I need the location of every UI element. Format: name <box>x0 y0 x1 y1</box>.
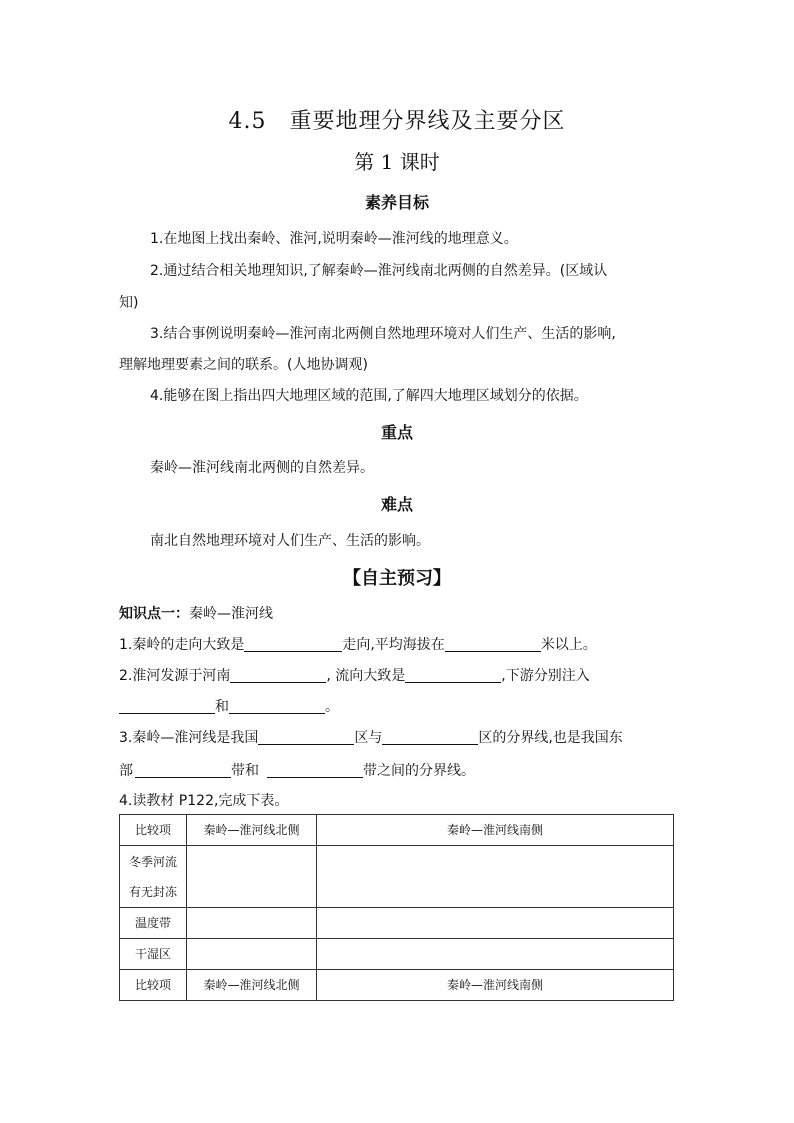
table-footer-cell: 秦岭—淮河线南侧 <box>317 970 674 1001</box>
table-header-cell: 秦岭—淮河线南侧 <box>317 815 674 846</box>
q3-text-e: 带和 <box>231 763 259 779</box>
fill-blank[interactable] <box>119 697 215 714</box>
knowledge-title: 秦岭—淮河线 <box>189 606 273 622</box>
answer-cell[interactable] <box>317 908 674 939</box>
row-label-winter-river <box>120 846 187 908</box>
question-1 <box>119 634 597 654</box>
q1-text-c: 米以上。 <box>540 637 597 653</box>
goal-item: 3.结合事例说明秦岭—淮河南北两侧自然地理环境对人们生产、生活的影响, <box>150 326 616 342</box>
goal-item: 知) <box>119 295 139 311</box>
table-header-cell: 秦岭—淮河线北侧 <box>187 815 317 846</box>
goal-item: 理解地理要素之间的联系。(人地协调观) <box>119 357 368 373</box>
lesson-subtitle: 第 1 课时 <box>354 150 440 174</box>
fill-blank[interactable] <box>267 761 363 778</box>
row-label-dry-wet-zone: 干湿区 <box>120 939 187 970</box>
answer-cell[interactable] <box>317 939 674 970</box>
table-header-row <box>120 815 674 846</box>
comparison-table <box>119 814 674 1001</box>
question-2-cont <box>119 696 339 716</box>
fill-blank[interactable] <box>382 728 478 745</box>
question-2 <box>119 665 590 685</box>
row-label-temperature-zone: 温度带 <box>120 908 187 939</box>
table-footer-cell: 比较项 <box>120 970 187 1001</box>
table-row <box>120 939 674 970</box>
q3-text-c: 区的分界线,也是我国东 <box>478 730 623 746</box>
answer-cell[interactable] <box>317 846 674 908</box>
q2-text-b: , 流向大致是 <box>326 668 406 684</box>
fill-blank[interactable] <box>445 635 541 652</box>
goals-heading: 素养目标 <box>364 193 429 212</box>
table-header-cell: 比较项 <box>120 815 187 846</box>
answer-cell[interactable] <box>187 908 317 939</box>
answer-cell[interactable] <box>187 846 317 908</box>
table-row <box>120 908 674 939</box>
q3-text-b: 区与 <box>354 730 383 746</box>
difficulty-heading: 难点 <box>380 495 413 514</box>
row-label-line: 冬季河流 <box>128 854 177 869</box>
question-3-cont <box>119 760 475 780</box>
knowledge-point-1 <box>119 603 273 623</box>
q3-text-d: 部 <box>119 763 133 779</box>
preview-heading: 【自主预习】 <box>343 568 451 589</box>
fill-blank[interactable] <box>258 728 354 745</box>
key-point-heading: 重点 <box>380 423 413 442</box>
knowledge-label: 知识点一： <box>119 606 189 622</box>
fill-blank[interactable] <box>229 697 325 714</box>
fill-blank[interactable] <box>230 666 326 683</box>
fill-blank[interactable] <box>244 635 342 652</box>
question-3 <box>119 727 623 747</box>
goal-item: 1.在地图上找出秦岭、淮河,说明秦岭—淮河线的地理意义。 <box>150 231 518 247</box>
q1-text-a: 1.秦岭的走向大致是 <box>119 637 245 653</box>
table-footer-row <box>120 970 674 1001</box>
q1-text-b: 走向,平均海拔在 <box>342 637 445 653</box>
question-4: 4.读教材 P122,完成下表。 <box>119 793 289 809</box>
key-point-text: 秦岭—淮河线南北两侧的自然差异。 <box>150 460 374 476</box>
q2-text-d: 和 <box>215 699 229 715</box>
table-row <box>120 846 674 908</box>
table-footer-cell: 秦岭—淮河线北侧 <box>187 970 317 1001</box>
page-title: 4.5 重要地理分界线及主要分区 <box>228 109 566 134</box>
goal-item: 2.通过结合相关地理知识,了解秦岭—淮河线南北两侧的自然差异。(区域认 <box>150 263 608 279</box>
row-label-line: 有无封冻 <box>128 884 177 899</box>
fill-blank[interactable] <box>135 761 231 778</box>
q2-text-c: ,下游分别注入 <box>501 668 590 684</box>
q2-text-a: 2.淮河发源于河南 <box>119 668 231 684</box>
q3-text-a: 3.秦岭—淮河线是我国 <box>119 730 259 746</box>
goal-item: 4.能够在图上指出四大地理区域的范围,了解四大地理区域划分的依据。 <box>150 388 588 404</box>
fill-blank[interactable] <box>405 666 501 683</box>
q2-text-e: 。 <box>325 699 339 715</box>
q3-text-f: 带之间的分界线。 <box>363 763 475 779</box>
difficulty-text: 南北自然地理环境对人们生产、生活的影响。 <box>150 533 430 549</box>
answer-cell[interactable] <box>187 939 317 970</box>
